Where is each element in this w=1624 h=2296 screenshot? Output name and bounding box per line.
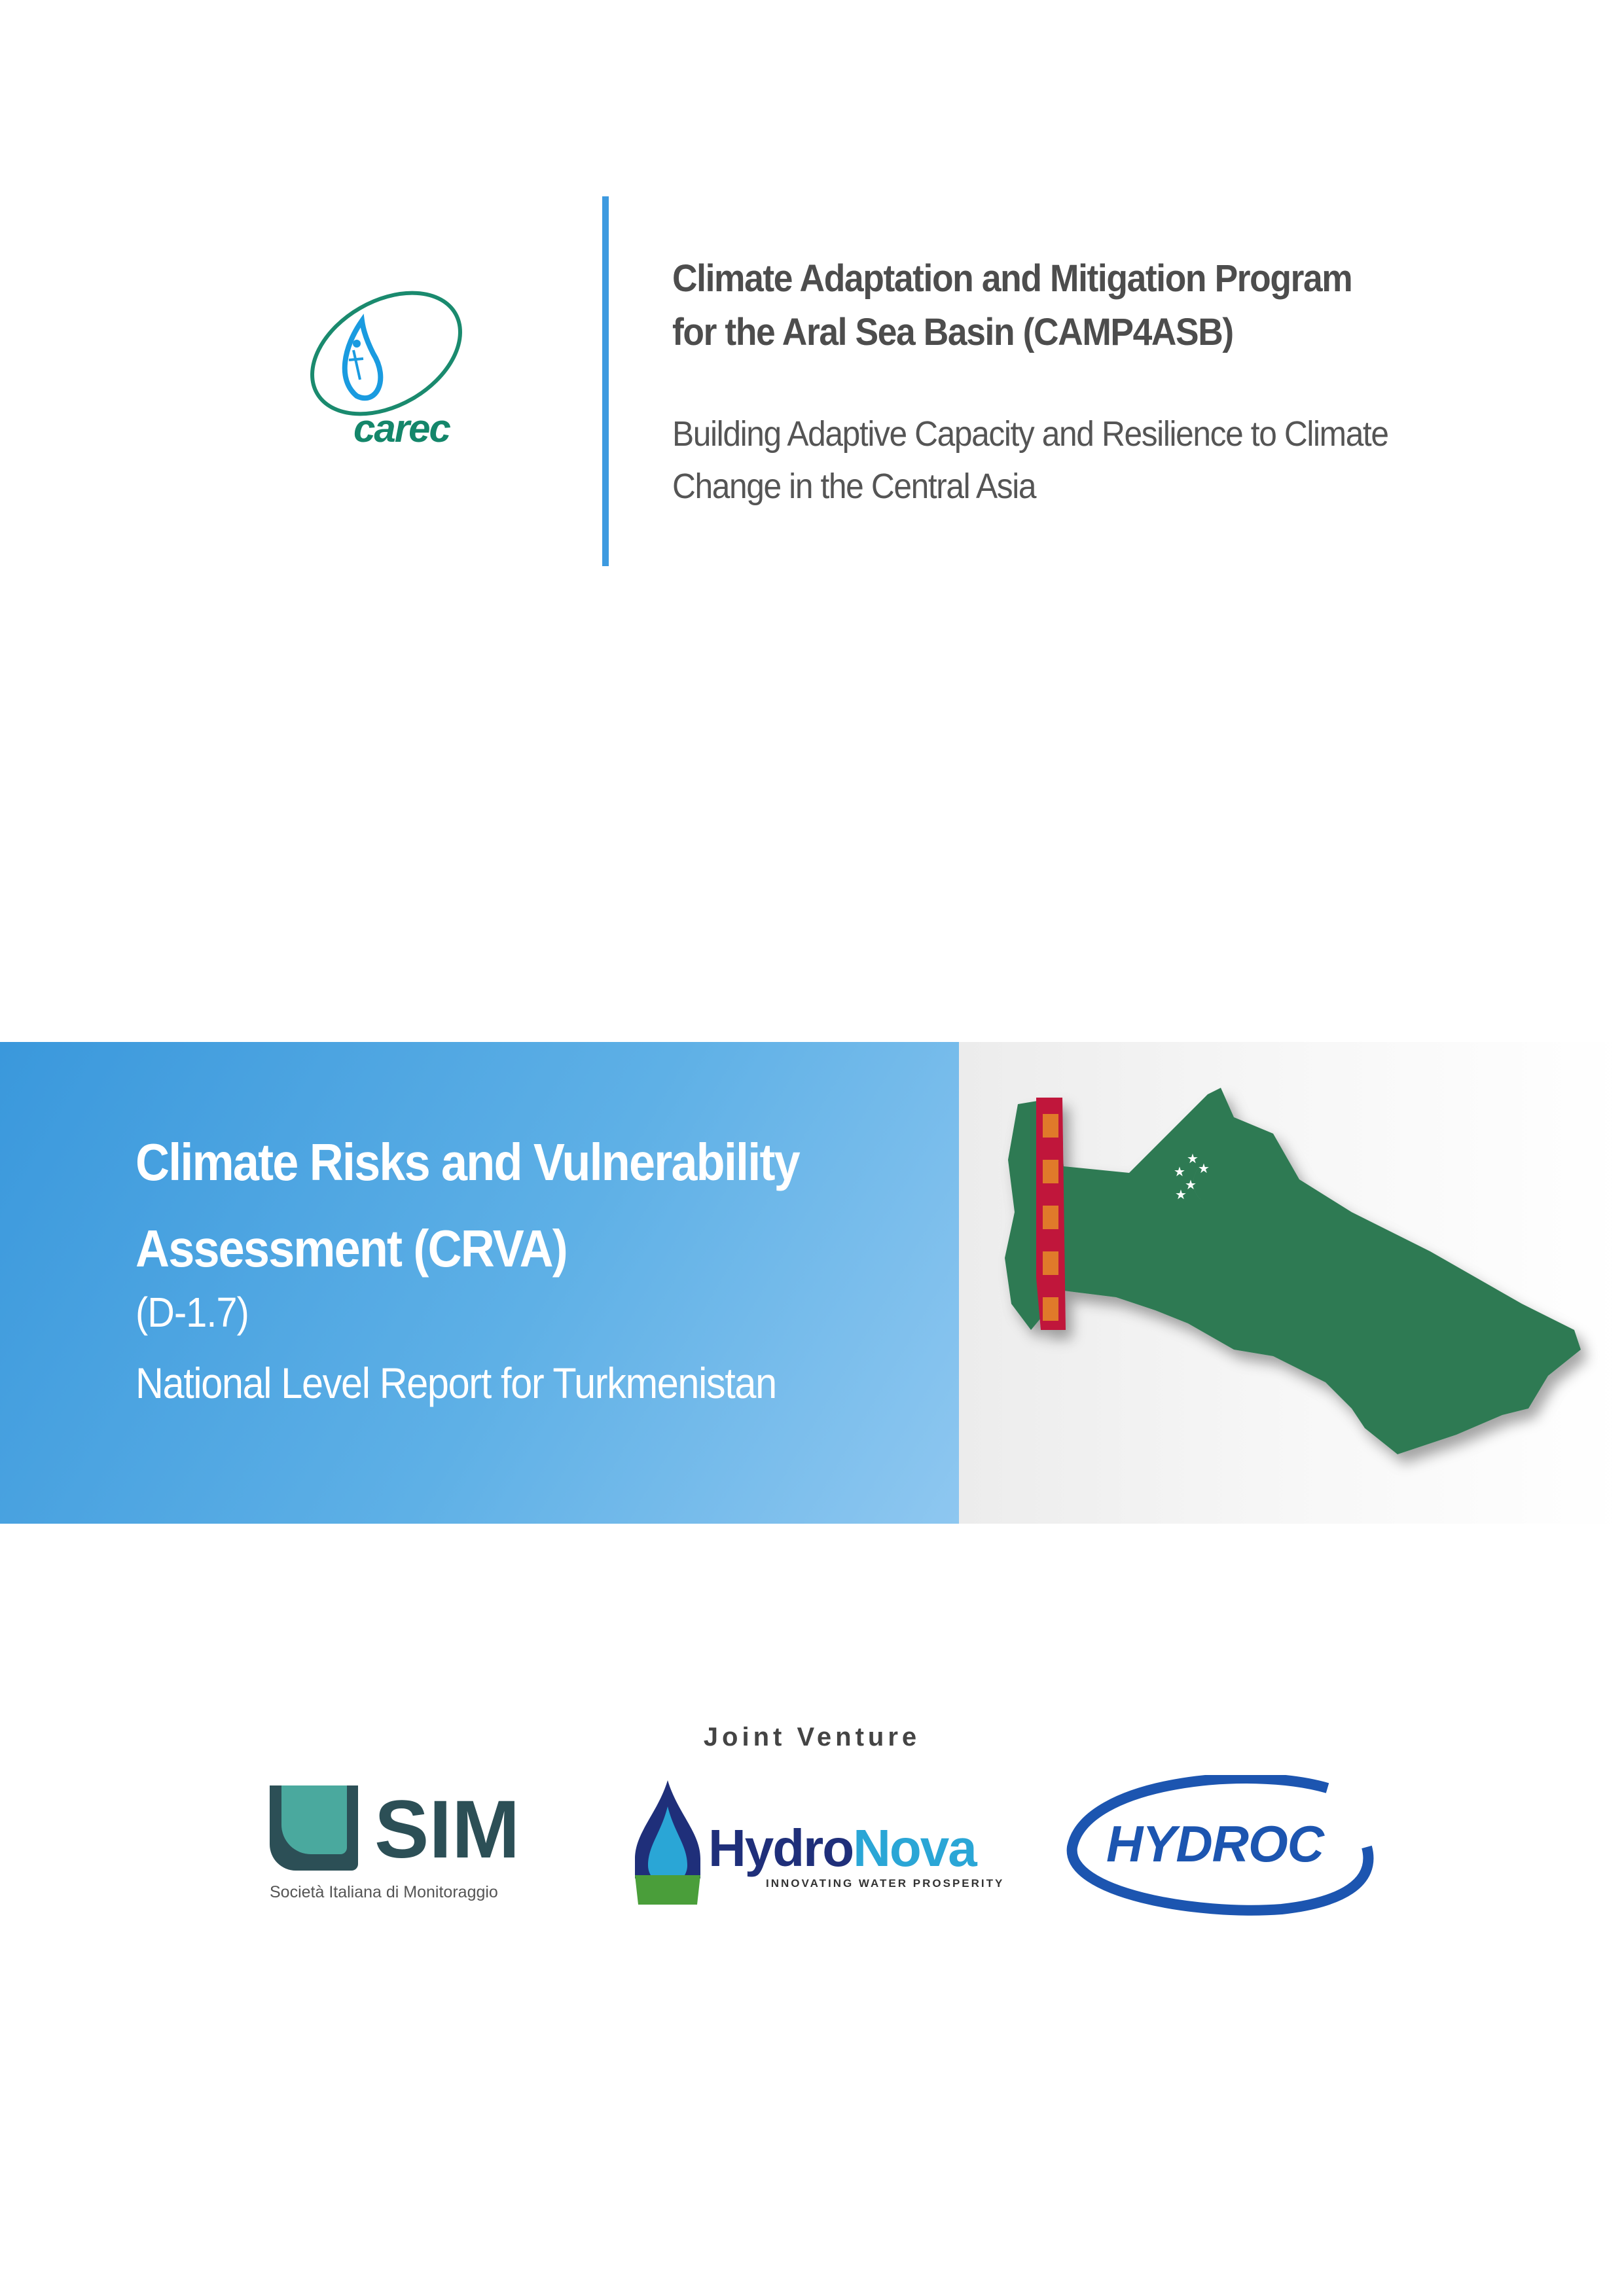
svg-text:★: ★: [1198, 1162, 1210, 1176]
svg-text:★: ★: [1175, 1188, 1187, 1202]
turkmenistan-flag-map-icon: [959, 1042, 1624, 1524]
report-code: (D-1.7): [135, 1289, 249, 1336]
hydroc-wordmark: HYDROC: [1106, 1815, 1324, 1873]
report-subtitle: National Level Report for Turkmenistan: [135, 1359, 776, 1407]
svg-text:★: ★: [1187, 1152, 1199, 1166]
sim-subtitle: Società Italiana di Monitoraggio: [270, 1883, 498, 1901]
turkmenistan-map-image: [959, 1042, 1624, 1524]
carec-logo: [298, 281, 481, 465]
hydroc-logo: [1066, 1775, 1380, 1919]
program-title: Climate Adaptation and Mitigation Program for the Aral Sea Basin (CAMP4ASB): [672, 257, 1352, 353]
hydronova-tagline: INNOVATING WATER PROSPERITY: [766, 1877, 1005, 1890]
joint-venture-label: Joint Venture: [703, 1723, 921, 1751]
report-title: Climate Risks and Vulnerability Assessment (CRVA): [135, 1133, 799, 1278]
hydronova-drop-gear-icon: [632, 1780, 704, 1911]
carec-wordmark: carec: [353, 406, 450, 450]
hydronova-logo: [363, 1780, 1005, 1911]
program-subtitle: Building Adaptive Capacity and Resilience to Climate Change in the Central Asia: [672, 414, 1388, 506]
sim-wordmark: SIM: [374, 1784, 520, 1875]
svg-text:★: ★: [1185, 1178, 1197, 1193]
svg-text:★: ★: [1174, 1165, 1185, 1179]
hydronova-wordmark: HydroNova: [708, 1819, 976, 1877]
accent-divider: [602, 196, 609, 566]
sim-emblem-inner: [281, 1785, 347, 1854]
